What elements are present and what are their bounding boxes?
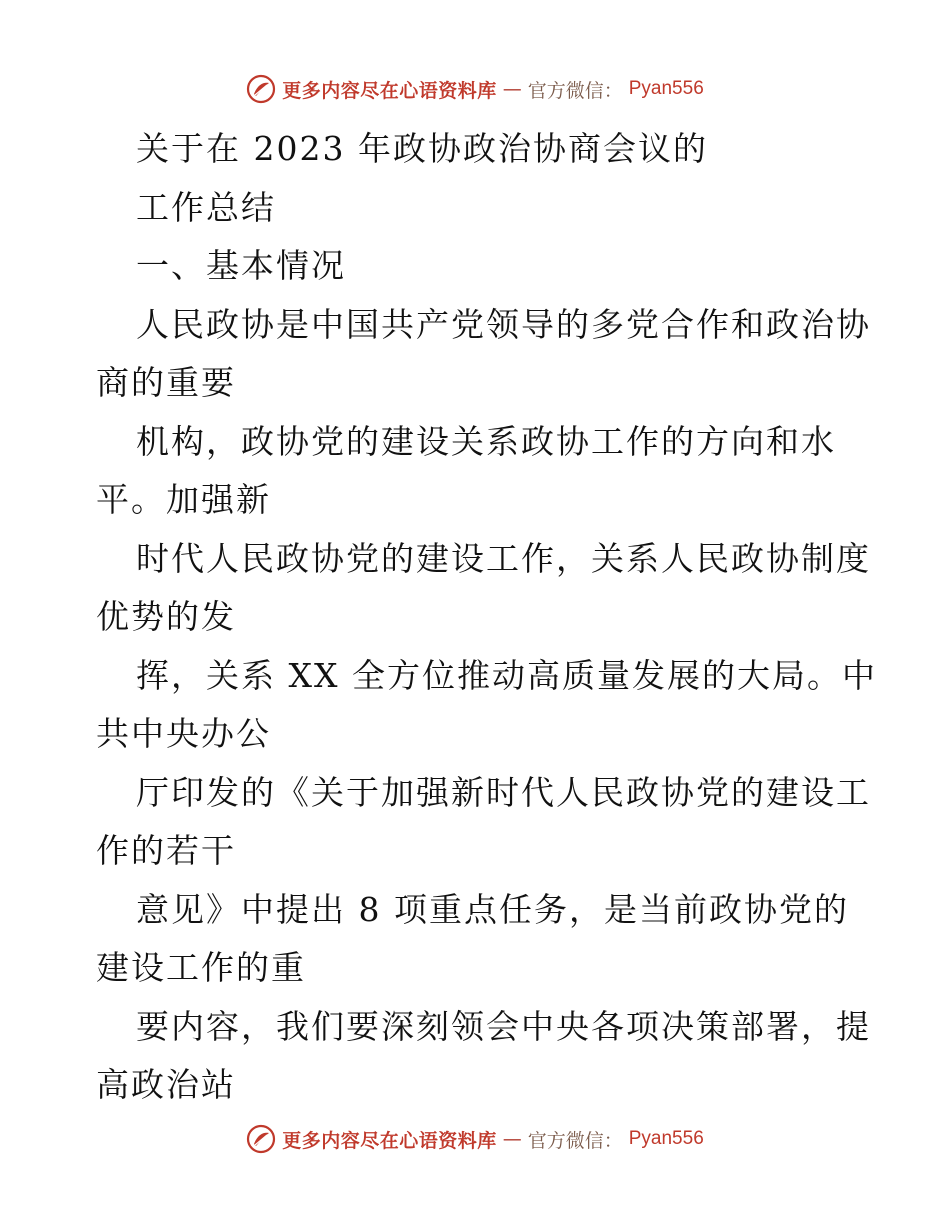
document-body [96, 120, 877, 1115]
paragraph-line: 时代人民政协党的建设工作，关系人民政协制度 [136, 538, 871, 578]
watermark-brand: 更多内容尽在心语资料库 [282, 79, 497, 102]
paragraph-line: 机构，政协党的建设关系政协工作的方向和水 [136, 421, 836, 461]
paragraph-line: 建设工作的重 [96, 948, 306, 987]
doc-title-line-1: 关于在 2023 年政协政治协商会议的 [136, 129, 708, 168]
doc-title-line-2: 工作总结 [136, 187, 276, 227]
watermark-separator: — [502, 78, 522, 100]
watermark-label: 官方微信： [527, 1129, 623, 1152]
watermark-wechat-id: Pyan556 [628, 1128, 704, 1149]
brand-logo-icon [246, 74, 276, 104]
paragraph-line: 作的若干 [96, 831, 236, 870]
paragraph-line: 平。加强新 [96, 480, 271, 519]
paragraph-line: 共中央办公 [96, 714, 271, 753]
watermark-wechat-id: Pyan556 [628, 78, 704, 99]
watermark-header [0, 72, 950, 106]
paragraph-line: 意见》中提出 8 项重点任务，是当前政协党的 [136, 889, 849, 929]
section-heading: 一、基本情况 [136, 246, 346, 285]
paragraph-line: 人民政协是中国共产党领导的多党合作和政治协 [136, 304, 871, 344]
brand-logo-icon [246, 1124, 276, 1154]
watermark-separator: — [502, 1128, 522, 1150]
paragraph-line: 挥，关系 XX 全方位推动高质量发展的大局。中 [136, 655, 877, 695]
paragraph-line: 优势的发 [96, 597, 236, 636]
paragraph-line: 厅印发的《关于加强新时代人民政协党的建设工 [136, 772, 871, 812]
paragraph-line: 高政治站 [96, 1065, 236, 1104]
watermark-brand: 更多内容尽在心语资料库 [282, 1129, 497, 1152]
watermark-label: 官方微信： [527, 79, 623, 102]
watermark-footer [0, 1122, 950, 1156]
paragraph-line: 要内容，我们要深刻领会中央各项决策部署，提 [136, 1006, 871, 1046]
paragraph-line: 商的重要 [96, 363, 236, 402]
